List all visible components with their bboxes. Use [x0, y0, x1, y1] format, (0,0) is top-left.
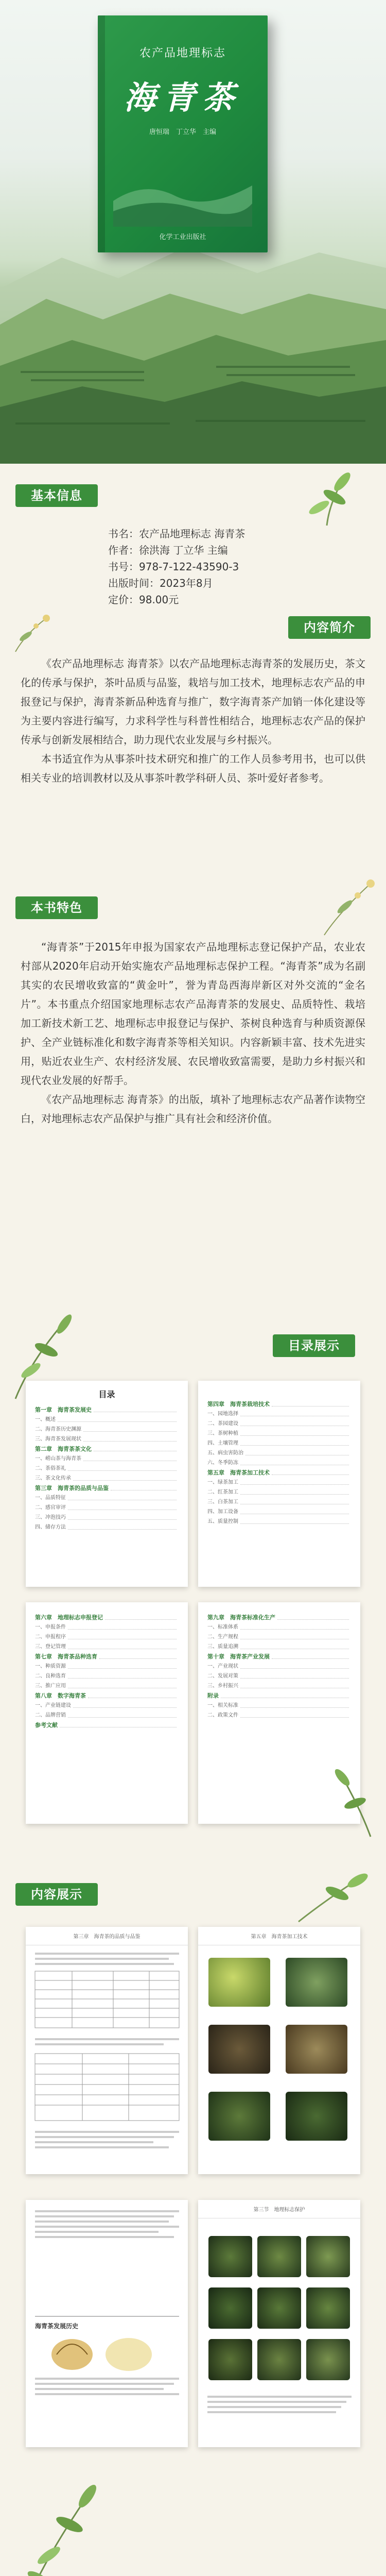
toc-entry-label: 第二章 海青茶茶文化: [35, 1446, 92, 1452]
toc-leader-dots: [240, 1671, 349, 1679]
toc-entry: [26, 1701, 188, 1710]
toc-list-right: [198, 1381, 360, 1527]
toc-leader-dots: [68, 1464, 177, 1471]
tea-photo: [208, 2287, 252, 2329]
toc-entry: [26, 1434, 188, 1444]
toc-entry: [26, 1662, 188, 1671]
intro-text: [21, 654, 365, 845]
toc-leader-dots: [240, 1701, 349, 1708]
features-text: [21, 938, 365, 1298]
toc-leader-dots: [240, 1429, 349, 1436]
toc-list-left: [26, 1400, 188, 1532]
toc-entry: [198, 1507, 360, 1517]
toc-entry-label: 参考文献: [35, 1722, 58, 1728]
toc-entry: [198, 1458, 360, 1468]
toc-leader-dots: [68, 1622, 177, 1630]
features-paragraph-1: “海青茶”于2015年申报为国家农产品地理标志登记保护产品，农业农村部从2020年启动开始实施农产品地理标志保护工程。“海青茶”成为名副其实的农民增收致富的“黄金叶”，誉为青岛西海岸新区对外交流的“金名片”。本书重点介绍国家地理标志农产品海青茶的发展史、品质特性、栽培加工新技术新工艺、地理标志申报登记与保护、茶树良种选育与种质资源保护、全产业链标准化和数字海青茶等相关知识。内容新颖丰富、技术先进实用，贴近农业生产、农村经济发展、农民增收致富需要，是助力乡村振兴和现代农业发展的好帮手。: [21, 941, 365, 1087]
toc-leader-dots: [240, 1409, 349, 1416]
toc-page-title: 目录: [98, 1389, 115, 1399]
toc-entry: [26, 1642, 188, 1652]
toc-entry-label: 一、概述: [35, 1417, 56, 1422]
toc-entry: [26, 1710, 188, 1720]
toc-entry: [26, 1720, 188, 1730]
toc-entry-label: 第九章 海青茶标准化生产: [207, 1614, 275, 1621]
toc-entry-label: 一、标准体系: [207, 1624, 238, 1630]
toc-leader-dots: [240, 1710, 349, 1718]
toc-entry-label: 第五章 海青茶加工技术: [207, 1469, 270, 1476]
toc-entry-label: 三、茶文化传承: [35, 1476, 71, 1481]
toc-entry-label: 二、茶园建设: [207, 1421, 238, 1427]
content-heading: 内容展示: [15, 1883, 98, 1906]
toc-entry-label: 六、冬季防冻: [207, 1460, 238, 1466]
toc-leader-dots: [60, 1720, 177, 1727]
toc-entry: [26, 1415, 188, 1425]
toc-entry-label: 第一章 海青茶发展史: [35, 1406, 92, 1413]
content-page-2-title: 第五章 海青茶加工技术: [198, 1927, 360, 1945]
toc-entry-label: 第六章 地理标志申报登记: [35, 1614, 103, 1621]
toc-leader-dots: [83, 1425, 177, 1432]
tea-photo: [286, 2025, 347, 2074]
toc-leader-dots: [240, 1662, 349, 1669]
toc-entry-label: 五、病虫害防治: [207, 1450, 243, 1456]
toc-entry-label: 二、发展对策: [207, 1673, 238, 1679]
toc-entry: [26, 1425, 188, 1434]
toc-entry: [26, 1464, 188, 1473]
content-page-4: [198, 2200, 360, 2447]
features-heading: 本书特色: [15, 896, 98, 919]
basic-info-list: [108, 526, 335, 608]
toc-entry: [198, 1438, 360, 1448]
toc-entry: [198, 1622, 360, 1632]
content-page-1-title: 第三章 海青茶的品质与品鉴: [26, 1927, 188, 1945]
flower-sprig-icon: [5, 608, 67, 654]
toc-entry: [198, 1429, 360, 1438]
toc-leader-dots: [58, 1415, 177, 1422]
tea-photo: [257, 2287, 301, 2329]
toc-leader-dots: [105, 1613, 177, 1620]
toc-entry: [198, 1399, 360, 1409]
toc-leader-dots: [240, 1458, 349, 1465]
toc-entry-label: 一、产业现状: [207, 1664, 238, 1669]
toc-heading: 目录展示: [273, 1334, 355, 1357]
tea-photo: [208, 1958, 270, 2007]
toc-entry: [26, 1493, 188, 1503]
info-isbn: 书号：978-7-122-43590-3: [108, 561, 239, 573]
toc-leader-dots: [68, 1522, 177, 1530]
toc-leader-dots: [221, 1691, 349, 1698]
toc-entry-label: 一、相关标准: [207, 1703, 238, 1708]
content-page-1-body: [26, 1945, 188, 2172]
content-page-4-text: [198, 2391, 360, 2442]
book-publisher: 化学工业出版社: [159, 233, 206, 241]
intro-paragraph-2: 本书适宜作为从事茶叶技术研究和推广的工作人员参考用书，也可以供相关专业的培训教材以及从事茶叶教学科研人员、茶叶爱好者参考。: [21, 753, 365, 784]
toc-entry-label: 三、登记管理: [35, 1644, 66, 1650]
toc-leader-dots: [94, 1444, 177, 1451]
toc-entry: [26, 1613, 188, 1622]
toc-entry: [198, 1517, 360, 1527]
toc-entry: [26, 1652, 188, 1662]
toc-leader-dots: [111, 1483, 177, 1490]
toc-entry-label: 二、茶俗茶礼: [35, 1466, 66, 1471]
toc-leader-dots: [68, 1662, 177, 1669]
tea-photo: [208, 2236, 252, 2277]
toc-leader-dots: [68, 1671, 177, 1679]
content-page-2: [198, 1927, 360, 2174]
toc-entry: [26, 1454, 188, 1464]
toc-page-3: [26, 1602, 188, 1824]
mountain-landscape: [0, 216, 386, 464]
toc-entry: [198, 1710, 360, 1720]
tea-photo: [306, 2236, 350, 2277]
toc-entry: [198, 1497, 360, 1507]
toc-entry: [26, 1632, 188, 1642]
toc-entry-label: 第四章 海青茶栽培技术: [207, 1401, 270, 1408]
toc-leader-dots: [83, 1454, 177, 1461]
toc-entry: [198, 1448, 360, 1458]
toc-leader-dots: [240, 1642, 349, 1649]
toc-leader-dots: [99, 1652, 177, 1659]
toc-entry: [198, 1468, 360, 1478]
book-title: 海青茶: [124, 79, 241, 116]
flower-sprig-icon-2: [309, 876, 381, 938]
toc-entry-label: 三、乡村振兴: [207, 1683, 238, 1689]
toc-entry: [26, 1444, 188, 1454]
content-page-1: [26, 1927, 188, 2174]
toc-entry-label: 三、白茶加工: [207, 1499, 238, 1505]
toc-entry: [26, 1622, 188, 1632]
toc-entry-label: 第七章 海青茶品种选育: [35, 1653, 97, 1660]
toc-entry-label: 三、茶树种植: [207, 1431, 238, 1436]
toc-entry: [26, 1681, 188, 1691]
toc-entry-label: 二、申报程序: [35, 1634, 66, 1640]
toc-leader-dots: [68, 1632, 177, 1639]
toc-entry-label: 二、红茶加工: [207, 1489, 238, 1495]
toc-entry-label: 五、质量控制: [207, 1519, 238, 1524]
toc-entry-label: 三、冲泡技巧: [35, 1515, 66, 1520]
tea-photo: [306, 2287, 350, 2329]
toc-entry: [26, 1671, 188, 1681]
tea-photo: [257, 2339, 301, 2380]
toc-leader-dots: [272, 1399, 349, 1406]
toc-entry: [26, 1473, 188, 1483]
toc-entry-label: 第十章 海青茶产业发展: [207, 1653, 270, 1660]
toc-entry-label: 三、海青茶发展现状: [35, 1436, 81, 1442]
toc-leader-dots: [68, 1493, 177, 1500]
toc-entry: [198, 1613, 360, 1622]
tea-photo: [286, 1958, 347, 2007]
toc-leader-dots: [73, 1701, 177, 1708]
toc-entry: [198, 1478, 360, 1487]
toc-entry-label: 二、政策文件: [207, 1713, 238, 1718]
intro-heading: 内容简介: [288, 616, 371, 639]
toc-list-right-2: [198, 1602, 360, 1720]
content-page-3: [26, 2200, 188, 2447]
tea-photo: [286, 2092, 347, 2141]
toc-entry-label: 三、质量追溯: [207, 1644, 238, 1650]
toc-entry: [198, 1691, 360, 1701]
toc-entry: [198, 1662, 360, 1671]
toc-entry: [198, 1632, 360, 1642]
toc-leader-dots: [88, 1691, 177, 1698]
toc-leader-dots: [240, 1681, 349, 1688]
info-author: 作者：徐洪海 丁立华 主编: [108, 544, 228, 556]
content-page-4-title: 第三节 地理标志保护: [198, 2200, 360, 2218]
tea-photo: [208, 2339, 252, 2380]
toc-page-1: [26, 1381, 188, 1587]
toc-leader-dots: [240, 1632, 349, 1639]
toc-leader-dots: [68, 1710, 177, 1718]
toc-leader-dots: [272, 1468, 349, 1475]
toc-entry: [198, 1671, 360, 1681]
toc-entry: [26, 1513, 188, 1522]
toc-entry-label: 第八章 数字海青茶: [35, 1692, 86, 1699]
tea-leaf-icon-2: [288, 1865, 371, 1927]
toc-entry-label: 二、海青茶历史渊源: [35, 1427, 81, 1432]
toc-leader-dots: [240, 1478, 349, 1485]
toc-leader-dots: [94, 1405, 177, 1412]
toc-entry-label: 四、加工设备: [207, 1509, 238, 1515]
info-pub-date: 出版时间：2023年8月: [108, 577, 213, 589]
toc-entry-label: 四、土壤管理: [207, 1440, 238, 1446]
toc-entry-label: 一、产业链建设: [35, 1703, 71, 1708]
tea-photo: [208, 2092, 270, 2141]
toc-entry: [198, 1652, 360, 1662]
toc-entry: [198, 1487, 360, 1497]
toc-entry-label: 一、品质特征: [35, 1495, 66, 1501]
hero-banner: [0, 0, 386, 464]
toc-list-left-2: [26, 1602, 188, 1730]
toc-leader-dots: [240, 1622, 349, 1630]
toc-leader-dots: [240, 1497, 349, 1504]
book-series: 农产品地理标志: [139, 47, 226, 60]
features-paragraph-2: 《农产品地理标志 海青茶》的出版，填补了地理标志农产品著作读物空白，对地理标志农产品保护与推广具有社会和经济价值。: [21, 1093, 365, 1125]
book-authors: 唐恒瑞 丁立华 主编: [149, 128, 216, 136]
toc-entry: [26, 1405, 188, 1415]
tea-branch-icon-3: [10, 2473, 113, 2576]
toc-page-2: [198, 1381, 360, 1587]
toc-entry-label: 二、感官审评: [35, 1505, 66, 1511]
toc-leader-dots: [83, 1434, 177, 1442]
toc-leader-dots: [272, 1652, 349, 1659]
toc-entry-label: 一、绿茶加工: [207, 1480, 238, 1485]
toc-entry: [198, 1409, 360, 1419]
tea-leaf-icon: [288, 466, 365, 528]
info-price: 定价：98.00元: [108, 594, 179, 606]
toc-entry: [198, 1419, 360, 1429]
toc-entry-label: 二、品牌营销: [35, 1713, 66, 1718]
toc-entry-label: 二、生产规程: [207, 1634, 238, 1640]
toc-entry-label: 一、种质资源: [35, 1664, 66, 1669]
toc-entry-label: 一、崂山茶与海青茶: [35, 1456, 81, 1462]
toc-leader-dots: [240, 1487, 349, 1495]
tea-photo: [257, 2236, 301, 2277]
toc-entry-label: 三、推广应用: [35, 1683, 66, 1689]
toc-leader-dots: [240, 1507, 349, 1514]
toc-entry: [26, 1503, 188, 1513]
cover-landscape-art: [113, 149, 252, 227]
toc-leader-dots: [277, 1613, 349, 1620]
toc-leader-dots: [68, 1642, 177, 1649]
toc-entry: [198, 1681, 360, 1691]
toc-entry-label: 附录: [207, 1692, 219, 1699]
toc-entry-label: 一、园地选择: [207, 1411, 238, 1417]
toc-leader-dots: [73, 1473, 177, 1481]
info-book-name: 书名：农产品地理标志 海青茶: [108, 528, 245, 540]
toc-entry: [26, 1691, 188, 1701]
toc-entry: [198, 1701, 360, 1710]
toc-leader-dots: [245, 1448, 349, 1455]
toc-entry-label: 第三章 海青茶的品质与品鉴: [35, 1485, 109, 1492]
toc-leader-dots: [68, 1513, 177, 1520]
toc-entry: [26, 1483, 188, 1493]
toc-entry-label: 二、良种选育: [35, 1673, 66, 1679]
intro-paragraph-1: 《农产品地理标志 海青茶》以农产品地理标志海青茶的发展历史，茶文化的传承与保护，茶叶品质与品鉴，栽培与加工技术，地理标志农产品的申报登记与保护，海青茶新品种选育与推广，数字海青茶产加销一体化建设等为主要内容进行编写，力求科学性与科普性相结合，地理标志农产品的保护传承与创新发展相结合，助力现代农业发展与乡村振兴。: [21, 657, 365, 746]
toc-leader-dots: [240, 1517, 349, 1524]
content-page-3-title: 海青茶发展历史: [35, 2323, 79, 2330]
tea-photo: [208, 2025, 270, 2074]
toc-leader-dots: [68, 1681, 177, 1688]
toc-entry: [198, 1642, 360, 1652]
book-cover: [98, 15, 268, 252]
toc-leader-dots: [68, 1503, 177, 1510]
toc-leader-dots: [240, 1438, 349, 1446]
toc-leader-dots: [240, 1419, 349, 1426]
tea-photo: [306, 2339, 350, 2380]
toc-entry-label: 一、申报条件: [35, 1624, 66, 1630]
toc-entry: [26, 1522, 188, 1532]
tea-branch-icon-2: [319, 1762, 381, 1839]
toc-entry-label: 四、储存方法: [35, 1524, 66, 1530]
basic-info-heading: 基本信息: [15, 484, 98, 507]
